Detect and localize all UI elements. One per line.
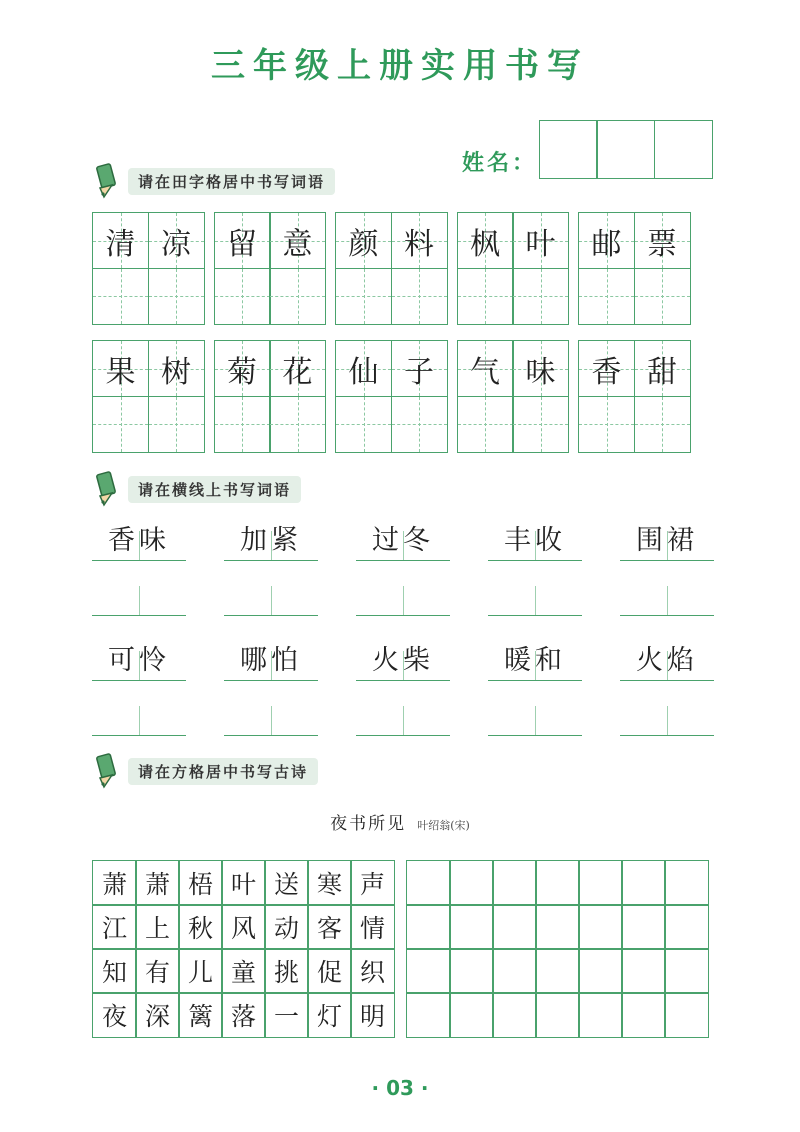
writing-line (224, 560, 318, 561)
tian-char: 果 (105, 354, 136, 390)
practice-cell[interactable] (406, 992, 451, 1038)
poem-char-cell: 情 (350, 904, 395, 950)
poem-char-cell: 送 (264, 860, 309, 906)
line-word: 哪怕 (240, 645, 302, 676)
tian-cell-blank[interactable] (148, 396, 205, 453)
tian-cell-blank[interactable] (214, 268, 271, 325)
tian-word-block (457, 212, 570, 325)
poem-title: 夜书所见 (330, 814, 407, 834)
tian-cell-blank[interactable] (391, 396, 448, 453)
tian-word-block (578, 212, 691, 325)
line-blank-slot[interactable] (92, 570, 186, 616)
writing-line (620, 735, 714, 736)
poem-char-cell: 明 (350, 992, 395, 1038)
tian-cell (457, 340, 514, 397)
writing-line (92, 735, 186, 736)
practice-cell[interactable] (449, 992, 494, 1038)
writing-line (92, 560, 186, 561)
line-blank-slot[interactable] (488, 570, 582, 616)
poem-char-cell: 灯 (307, 992, 352, 1038)
poem-author: 叶绍翁(宋) (417, 819, 470, 832)
pencil-icon (92, 469, 122, 509)
name-area (462, 146, 537, 177)
line-blank-slot[interactable] (224, 690, 318, 736)
tian-grid-row-1 (92, 212, 691, 325)
tian-pair-filled (92, 340, 205, 397)
line-divider (403, 706, 404, 736)
writing-line (356, 735, 450, 736)
tian-cell (335, 212, 392, 269)
writing-line (356, 615, 450, 616)
name-label: 姓名： (462, 151, 538, 176)
poem-char-cell: 一 (264, 992, 309, 1038)
tian-pair-blank[interactable] (578, 397, 691, 453)
practice-cell[interactable] (664, 992, 709, 1038)
practice-cell[interactable] (578, 992, 623, 1038)
practice-cell[interactable] (578, 904, 623, 950)
writing-line (92, 680, 186, 681)
section-label: 请在方格居中书写古诗 (128, 758, 318, 785)
tian-pair-filled (335, 340, 448, 397)
line-divider (139, 586, 140, 616)
tian-cell (578, 340, 635, 397)
tian-cell (634, 340, 691, 397)
line-divider (271, 586, 272, 616)
tian-cell-blank[interactable] (335, 268, 392, 325)
tian-char: 甜 (647, 354, 677, 390)
tian-pair-blank[interactable] (335, 397, 448, 453)
tian-cell-blank[interactable] (92, 396, 149, 453)
practice-cell[interactable] (406, 860, 451, 906)
tian-cell-blank[interactable] (92, 268, 149, 325)
writing-line (488, 560, 582, 561)
tian-cell-blank[interactable] (512, 268, 569, 325)
writing-line (488, 615, 582, 616)
tian-char: 树 (161, 354, 191, 390)
line-blank-slot[interactable] (620, 570, 714, 616)
page-title: 三年级上册实用书写 (211, 46, 589, 86)
practice-cell[interactable] (621, 904, 666, 950)
tian-pair-filled (457, 340, 570, 397)
tian-pair-blank[interactable] (457, 269, 570, 325)
practice-cell[interactable] (621, 860, 666, 906)
practice-grid[interactable] (407, 861, 708, 1037)
section-label: 请在田字格居中书写词语 (128, 168, 335, 195)
tian-pair-filled (214, 340, 327, 397)
line-word-slot (92, 515, 186, 561)
poem-char-cell: 寒 (307, 860, 352, 906)
tian-char: 菊 (227, 354, 257, 390)
name-box[interactable] (539, 120, 598, 179)
tian-pair-blank[interactable] (92, 269, 205, 325)
line-word: 火柴 (372, 645, 434, 676)
tian-word-block (578, 340, 691, 453)
tian-pair-filled (457, 212, 570, 269)
tian-cell-blank[interactable] (578, 396, 635, 453)
tian-pair-filled (335, 212, 448, 269)
tian-word-block (335, 212, 448, 325)
poem-char-cell: 秋 (178, 904, 223, 950)
pencil-icon (92, 161, 122, 201)
line-words-row-2 (92, 635, 714, 681)
line-blank-row-2[interactable] (92, 690, 714, 736)
line-divider (403, 586, 404, 616)
tian-word-block (214, 340, 327, 453)
line-blank-slot[interactable] (224, 570, 318, 616)
poem-char-cell: 声 (350, 860, 395, 906)
tian-cell (148, 340, 205, 397)
tian-word-block (457, 340, 570, 453)
section-label: 请在横线上书写词语 (128, 476, 301, 503)
poem-char-cell: 童 (221, 948, 266, 994)
tian-cell-blank[interactable] (335, 396, 392, 453)
tian-pair-blank[interactable] (214, 397, 327, 453)
tian-cell (214, 212, 271, 269)
poem-char-cell: 落 (221, 992, 266, 1038)
tian-cell (214, 340, 271, 397)
poem-char-cell: 织 (350, 948, 395, 994)
tian-char: 仙 (348, 354, 379, 390)
tian-char: 子 (404, 354, 434, 390)
poem-char-cell: 知 (92, 948, 137, 994)
name-box[interactable] (596, 120, 655, 179)
tian-pair-blank[interactable] (335, 269, 448, 325)
line-word: 丰收 (504, 525, 566, 556)
line-word: 过冬 (372, 525, 434, 556)
tian-cell-blank[interactable] (457, 396, 514, 453)
practice-cell[interactable] (535, 860, 580, 906)
line-blank-slot[interactable] (92, 690, 186, 736)
line-divider (139, 706, 140, 736)
line-word-slot (92, 635, 186, 681)
tian-char: 留 (227, 226, 257, 262)
tian-word-block (92, 340, 205, 453)
tian-word-block (214, 212, 327, 325)
poem-char-cell: 上 (135, 904, 180, 950)
poem-char-cell: 夜 (92, 992, 137, 1038)
line-word-slot (356, 515, 450, 561)
poem-char-cell: 动 (264, 904, 309, 950)
tian-cell (92, 340, 149, 397)
section-header-tian (92, 161, 335, 201)
tian-cell (512, 340, 569, 397)
tian-cell-blank[interactable] (148, 268, 205, 325)
practice-cell[interactable] (578, 948, 623, 994)
tian-cell-blank[interactable] (269, 268, 326, 325)
tian-char: 票 (647, 226, 677, 262)
line-word: 围裙 (636, 525, 698, 556)
tian-cell (92, 212, 149, 269)
section-header-poem (92, 751, 318, 791)
tian-word-block (92, 212, 205, 325)
line-blank-slot[interactable] (488, 690, 582, 736)
writing-line (488, 680, 582, 681)
line-word-slot (620, 635, 714, 681)
writing-line (356, 680, 450, 681)
tian-char: 颜 (348, 226, 379, 262)
tian-char: 邮 (591, 226, 622, 262)
tian-pair-filled (578, 212, 691, 269)
writing-line (92, 615, 186, 616)
practice-cell[interactable] (406, 948, 451, 994)
line-word-slot (224, 515, 318, 561)
line-divider (667, 706, 668, 736)
writing-line (224, 735, 318, 736)
practice-cell[interactable] (449, 904, 494, 950)
tian-char: 凉 (161, 226, 191, 262)
tian-word-block (335, 340, 448, 453)
line-divider (667, 586, 668, 616)
line-word-slot (224, 635, 318, 681)
writing-line (224, 615, 318, 616)
name-box[interactable] (654, 120, 713, 179)
poem-char-cell: 儿 (178, 948, 223, 994)
practice-cell[interactable] (664, 904, 709, 950)
writing-line (224, 680, 318, 681)
tian-char: 味 (525, 354, 556, 390)
line-word: 加紧 (240, 525, 302, 556)
line-divider (535, 706, 536, 736)
line-blank-slot[interactable] (620, 690, 714, 736)
line-word-slot (488, 635, 582, 681)
practice-cell[interactable] (406, 904, 451, 950)
tian-char: 意 (282, 226, 313, 262)
practice-cell[interactable] (664, 860, 709, 906)
writing-line (620, 680, 714, 681)
tian-cell (269, 212, 326, 269)
poem-char-cell: 萧 (135, 860, 180, 906)
tian-cell-blank[interactable] (457, 268, 514, 325)
line-words-row-1 (92, 515, 714, 561)
practice-cell[interactable] (449, 860, 494, 906)
tian-cell-blank[interactable] (578, 268, 635, 325)
line-word: 暖和 (504, 645, 566, 676)
line-word-slot (356, 635, 450, 681)
line-blank-row-1[interactable] (92, 570, 714, 616)
tian-cell (512, 212, 569, 269)
tian-cell (578, 212, 635, 269)
tian-pair-filled (578, 340, 691, 397)
tian-cell-blank[interactable] (269, 396, 326, 453)
poem-char-cell: 篱 (178, 992, 223, 1038)
line-word: 可怜 (108, 645, 170, 676)
practice-cell[interactable] (535, 904, 580, 950)
line-word: 火焰 (636, 645, 698, 676)
poem-char-cell: 江 (92, 904, 137, 950)
line-blank-slot[interactable] (356, 570, 450, 616)
tian-char: 清 (105, 226, 136, 262)
tian-cell (391, 212, 448, 269)
practice-cell[interactable] (535, 992, 580, 1038)
practice-cell[interactable] (492, 860, 537, 906)
section-header-lines (92, 469, 301, 509)
poem-char-cell: 促 (307, 948, 352, 994)
practice-cell[interactable] (492, 904, 537, 950)
poem-char-cell: 有 (135, 948, 180, 994)
line-word: 香味 (108, 525, 170, 556)
tian-cell (335, 340, 392, 397)
practice-cell[interactable] (535, 948, 580, 994)
poem-char-cell: 萧 (92, 860, 137, 906)
tian-char: 花 (282, 354, 313, 390)
line-word-slot (620, 515, 714, 561)
tian-pair-filled (214, 212, 327, 269)
poem-char-cell: 梧 (178, 860, 223, 906)
tian-pair-blank[interactable] (214, 269, 327, 325)
tian-cell-blank[interactable] (634, 396, 691, 453)
writing-line (488, 735, 582, 736)
line-blank-slot[interactable] (356, 690, 450, 736)
tian-cell (634, 212, 691, 269)
page-number: · 03 · (371, 1076, 429, 1100)
tian-cell (269, 340, 326, 397)
poem-heading (0, 809, 800, 834)
poem-char-cell: 深 (135, 992, 180, 1038)
poem-char-cell: 客 (307, 904, 352, 950)
name-boxes[interactable] (540, 120, 713, 179)
practice-cell[interactable] (621, 992, 666, 1038)
tian-pair-blank[interactable] (578, 269, 691, 325)
tian-pair-filled (92, 212, 205, 269)
writing-line (620, 560, 714, 561)
tian-grid-row-2 (92, 340, 691, 453)
tian-cell (457, 212, 514, 269)
writing-line (356, 560, 450, 561)
writing-line (620, 615, 714, 616)
practice-cell[interactable] (578, 860, 623, 906)
pencil-icon (92, 751, 122, 791)
tian-pair-blank[interactable] (92, 397, 205, 453)
tian-char: 叶 (525, 226, 556, 262)
tian-char: 料 (404, 226, 434, 262)
practice-cell[interactable] (664, 948, 709, 994)
tian-char: 香 (591, 354, 622, 390)
practice-cell[interactable] (492, 948, 537, 994)
poem-grid (93, 861, 394, 1037)
tian-cell-blank[interactable] (391, 268, 448, 325)
poem-char-cell: 风 (221, 904, 266, 950)
poem-char-cell: 叶 (221, 860, 266, 906)
poem-char-cell: 挑 (264, 948, 309, 994)
tian-cell (148, 212, 205, 269)
line-divider (535, 586, 536, 616)
tian-cell-blank[interactable] (634, 268, 691, 325)
tian-cell-blank[interactable] (512, 396, 569, 453)
practice-cell[interactable] (492, 992, 537, 1038)
practice-cell[interactable] (621, 948, 666, 994)
tian-char: 枫 (470, 226, 500, 262)
line-divider (271, 706, 272, 736)
tian-pair-blank[interactable] (457, 397, 570, 453)
tian-cell-blank[interactable] (214, 396, 271, 453)
practice-cell[interactable] (449, 948, 494, 994)
tian-cell (391, 340, 448, 397)
line-word-slot (488, 515, 582, 561)
tian-char: 气 (470, 354, 500, 390)
